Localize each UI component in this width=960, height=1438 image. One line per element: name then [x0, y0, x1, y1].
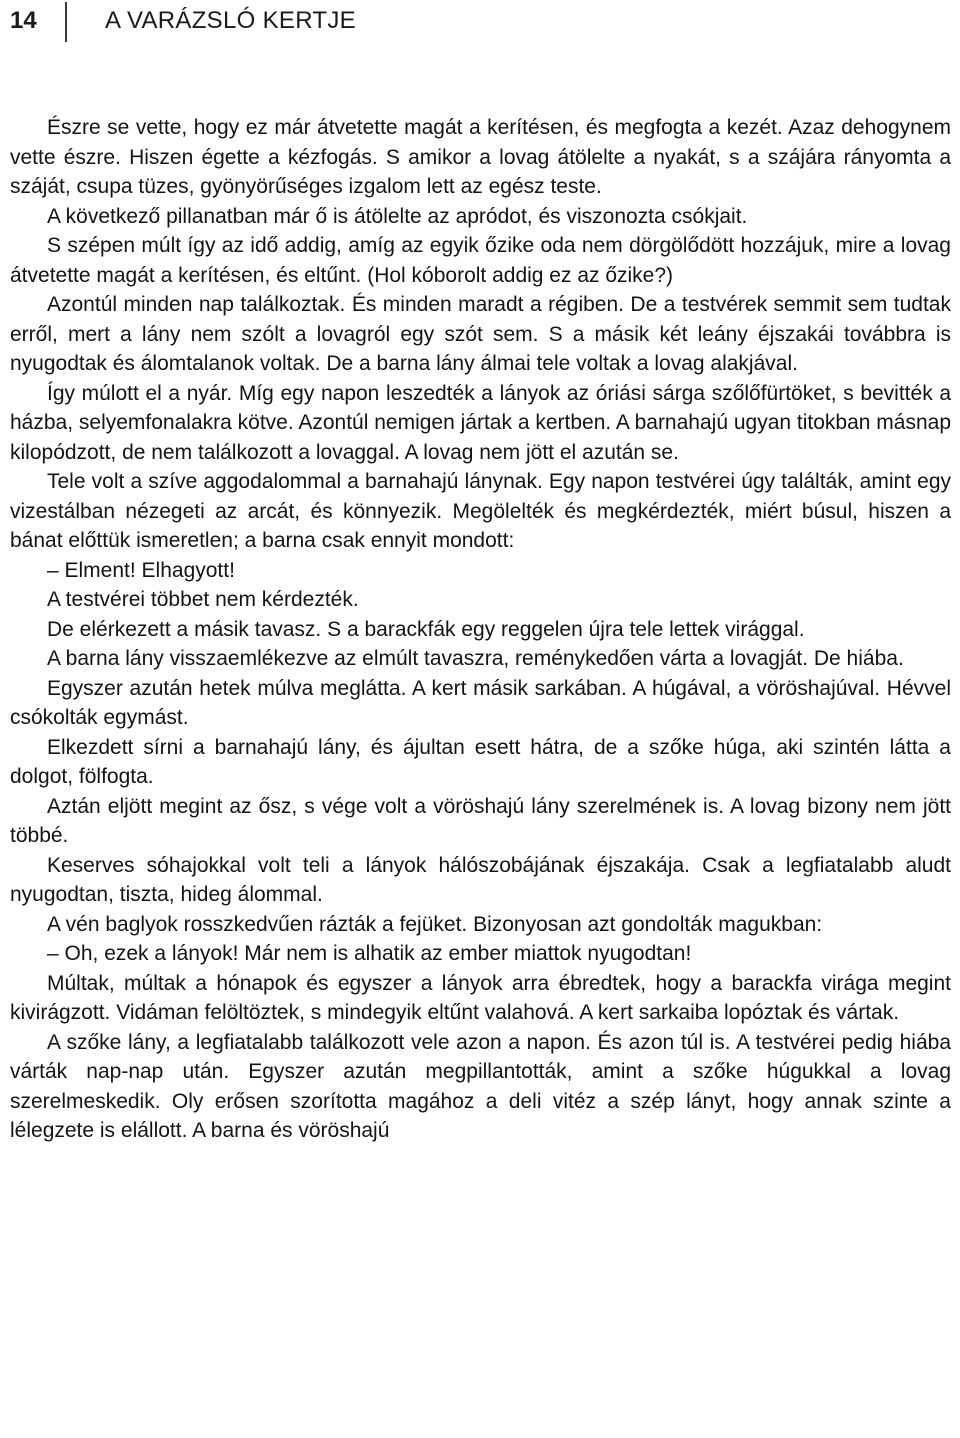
paragraph: Egyszer azután hetek múlva meglátta. A kert másik sarkában. A húgával, a vöröshajúval. Hévvel csókolták egymást.: [10, 676, 951, 729]
paragraph: A következő pillanatban már ő is átölelte az apródot, és viszonozta csókjait.: [47, 204, 748, 228]
paragraph: Azontúl minden nap találkoztak. És minden maradt a régiben. De a testvérek semmit sem tudtak erről, mert a lány nem szólt a lovagról egy szót sem. S a másik két leány éjszakái továbbra is nyugodtak és álomtalanok voltak. De a barna lány álmai tele voltak a lovag alakjával.: [10, 293, 951, 375]
header-divider: [65, 2, 67, 42]
page-body: [10, 113, 951, 1146]
running-header: [0, 0, 960, 46]
paragraph: S szépen múlt így az idő addig, amíg az egyik őzike oda nem dörgölődött hozzájuk, mire a lovag átvetette magát a kerítésen, és eltűnt. (Hol kóborolt addig ez az őzike?): [10, 234, 951, 287]
paragraph: De elérkezett a másik tavasz. S a barackfák egy reggelen újra tele lettek virággal.: [47, 617, 805, 641]
paragraph: A szőke lány, a legfiatalabb találkozott vele azon a napon. És azon túl is. A testvérei pedig hiába várták nap-nap után. Egyszer azután megpillantották, amint a szőke húgukkal a lovag szerelmeskedik. Oly erősen szorította magához a deli vitéz a szép lányt, hogy annak szinte a lélegzete is elállott. A barna és vöröshajú: [10, 1030, 951, 1142]
paragraph: A vén baglyok rosszkedvűen rázták a fejüket. Bizonyosan azt gondolták magukban:: [47, 912, 823, 936]
paragraph: Tele volt a szíve aggodalommal a barnahajú lánynak. Egy napon testvérei úgy találták, amint egy vizestálban nézegeti az arcát, és könnyezik. Megölelték és megkérdezték, miért búsul, hiszen a bánat előttük ismeretlen; a barna csak ennyit mondott:: [10, 470, 951, 552]
paragraph: A testvérei többet nem kérdezték.: [47, 588, 359, 611]
paragraph: A barna lány visszaemlékezve az elmúlt tavaszra, reménykedően várta a lovagját. De hiába.: [47, 647, 904, 670]
dialogue-line: – Oh, ezek a lányok! Már nem is alhatik az ember miattok nyugodtan!: [47, 942, 692, 965]
paragraph: Aztán eljött megint az ősz, s vége volt a vöröshajú lány szerelmének is. A lovag bizony nem jött többé.: [10, 794, 951, 847]
paragraph: Múltak, múltak a hónapok és egyszer a lányok arra ébredtek, hogy a barackfa virága megint kivirágzott. Vidáman felöltöztek, s mindegyik eltűnt valahová. A kert sarkaiba lopóztak és vártak.: [10, 971, 951, 1024]
paragraph: Elkezdett sírni a barnahajú lány, és ájultan esett hátra, de a szőke húga, aki szintén látta a dolgot, fölfogta.: [10, 735, 951, 788]
dialogue-line: – Elment! Elhagyott!: [47, 558, 235, 582]
book-title: A VARÁZSLÓ KERTJE: [105, 7, 356, 34]
paragraph: Így múlott el a nyár. Míg egy napon leszedték a lányok az óriási sárga szőlőfürtöket, s bevitték a házba, selyemfonalakra kötve. Azontúl nemigen jártak a kertben. A barnahajú ugyan titokban másnap kilopódzott, de nem találkozott a lovaggal. A lovag nem jött el azután se.: [10, 381, 951, 464]
paragraph: Keserves sóhajokkal volt teli a lányok hálószobájának éjszakája. Csak a legfiatalabb aludt nyugodtan, tiszta, hideg álommal.: [10, 853, 951, 906]
page-number: 14: [10, 7, 37, 34]
paragraph: Észre se vette, hogy ez már átvetette magát a kerítésen, és megfogta a kezét. Azaz dehogynem vette észre. Hiszen égette a kézfogás. S amikor a lovag átölelte a nyakát, s a szájára rányomta a száját, csupa tüzes, gyönyörűséges izgalom lett az egész teste.: [10, 116, 951, 198]
